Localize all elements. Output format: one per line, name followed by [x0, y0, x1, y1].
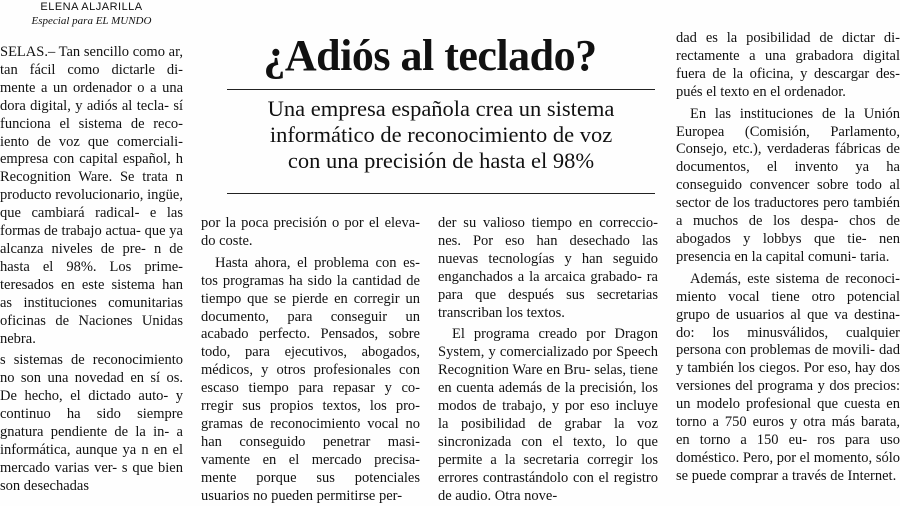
article-column-2 — [201, 215, 420, 506]
byline — [0, 0, 183, 28]
subheadline — [227, 96, 655, 174]
paragraph: der su valioso tiempo en correccio- nes. Por eso han desechado las nuevas tecnologías y han seguido enganchados a la arcaica grabado- ra para que después sus secretarias transcriban los textos. — [438, 215, 658, 321]
subheadline-line-2: informático de reconocimiento de voz — [269, 122, 613, 147]
paragraph: En las instituciones de la Unión Europea (Comisión, Parlamento, Consejo, etc.), verdaderas fábricas de documentos, el invento ya ha conseguido convencer sobre todo al sector de los traductores pero también a muchos de los despa- chos de abogados y lobbys que tie- nen presencia en la capital comuni- taria. — [676, 105, 900, 265]
paragraph: dad es la posibilidad de dictar di- rectamente a una grabadora digital fuera de la oficina, y descargar des- pués el texto en el ordenador. — [676, 30, 900, 100]
subheadline-line-3: con una precisión de hasta el 98% — [287, 148, 595, 173]
article-column-4 — [676, 30, 900, 486]
deck-bottom-rule — [227, 193, 655, 194]
paragraph: El programa creado por Dragon System, y comercializado por Speech Recognition Ware en Bru- selas, tiene en cuenta además de la precisión, los modos de trabajo, y por eso incluye la posibilidad de grabar la voz sincronizada con el texto, lo que permite a la secretaria corregir los errores contrastándolo con el registro de audio. Otra nove- — [438, 326, 658, 504]
subheadline-line-1: Una empresa española crea un sistema — [267, 96, 615, 121]
article-column-1 — [0, 44, 183, 496]
deck-top-rule — [227, 89, 655, 90]
author-name: ELENA ALJARILLA — [40, 1, 143, 13]
paragraph: por la poca precisión o por el eleva- do coste. — [201, 215, 420, 249]
paragraph: SELAS.– Tan sencillo como ar, tan fácil como dictarle di- mente a un ordenador o a una dora digital, y adiós al tecla- sí funciona el sistema de reco- iento de voz que comerciali- empresa con capital español, h Recognition Ware. Se trata n producto revolucionario, ingüe, que cambiará radical- e las formas de trabajo actua- que ya alcanza niveles de pre- n de hasta el 98%. Los prime- teresados en este sistema han as instituciones comunitarias oficinas de Naciones Unidas nebra. — [0, 44, 183, 347]
paragraph: s sistemas de reconocimiento no son una novedad en sí os. De hecho, el dictado auto- y continuo ha sido siempre gnatura pendiente de la in- a informática, aunque ya n en el mercado varias ver- s que bien son desechadas — [0, 352, 183, 494]
headline: ¿Adiós al teclado? — [263, 31, 597, 80]
paragraph: Además, este sistema de reconoci- miento vocal tiene otro potencial grupo de usuarios al que va destina- do: los minusválidos, cualquier persona con problemas de movili- dad y también los ciegos. Por eso, hay dos versiones del programa y dos precios: un modelo profesional que cuesta en torno a 750 euros y otra más barata, en torno a 150 eu- ros para uso doméstico. Pero, por el momento, sólo se puede comprar a través de Internet. — [676, 270, 900, 484]
byline-special: Especial para EL MUNDO — [31, 15, 152, 27]
article-column-3 — [438, 215, 658, 506]
paragraph: Hasta ahora, el problema con es- tos programas ha sido la cantidad de tiempo que se pierde en corregir un documento, para conseguir un acabado perfecto. Pensados, sobre todo, para ejecutivos, abogados, médicos, y otros profesionales con escaso tiempo para repasar y co- rregir sus propios textos, los pro- gramas de reconocimiento vocal no han conseguido penetrar masi- vamente en el mercado precisa- mente porque sus potenciales usuarios no pueden permitirse per- — [201, 254, 420, 504]
